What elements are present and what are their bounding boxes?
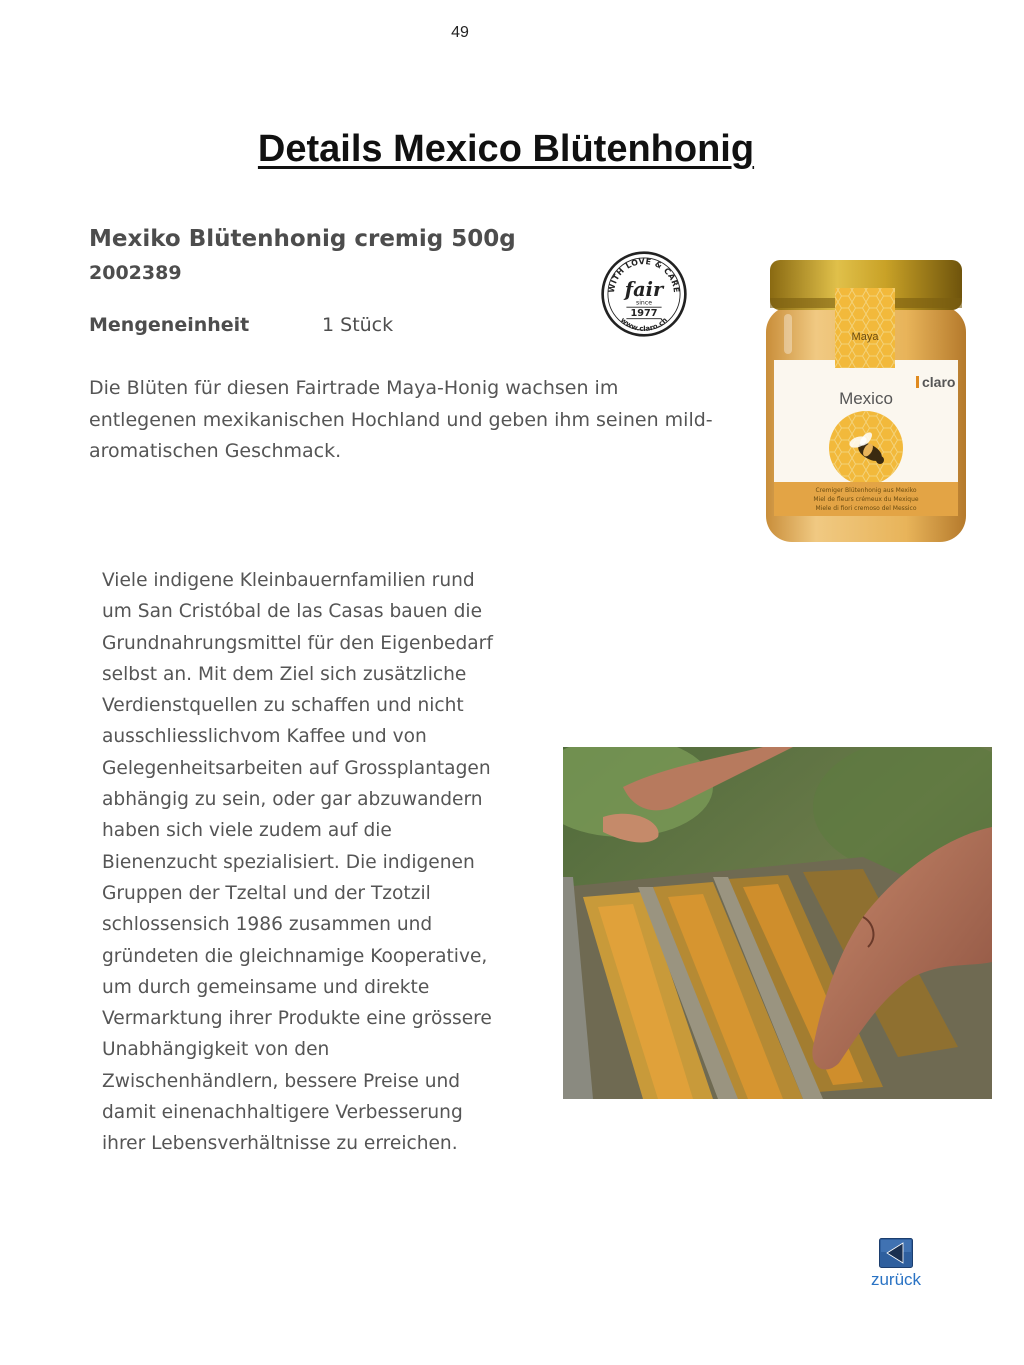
back-nav[interactable] (862, 1238, 930, 1290)
jar-brand: claro (922, 374, 956, 390)
seal-arc-bottom: www.claro.ch (618, 315, 670, 334)
product-article-number: 2002389 (89, 262, 182, 284)
jar-band-label: Maya (851, 331, 879, 343)
jar-small-print-3: Miele di fiori cremoso del Messico (815, 505, 917, 512)
beekeeping-photo (563, 747, 992, 1099)
back-link[interactable]: zurück (870, 1270, 922, 1289)
jar-product-name: Mexico (839, 389, 893, 408)
page-number: 49 (451, 24, 469, 41)
jar-small-print-2: Miel de fleurs crémeux du Mexique (813, 496, 919, 503)
cooperative-story: Viele indigene Kleinbauernfamilien rund um San Cristóbal de las Casas bauen die Grundnahrungsmittel für den Eigenbedarf selbst an. Mit dem Ziel sich zusätzliche Verdienstquellen zu schaffen und nicht ausschliesslichvom Kaffee und von Gelegenheitsarbeiten auf Grossplantagen abhängig zu sein, oder gar abzuwandern haben sich viele zudem auf die Bienenzucht spezialisiert. Die indigenen Gruppen der Tzeltal und der Tzotzil schlossensich 1986 zusammen und gründeten die gleichnamige Kooperative, um durch gemeinsame und direkte Vermarktung ihrer Produkte eine grössere Unabhängigkeit von den Zwischenhändlern, bessere Preise und damit einenachhaltigere Verbesserung ihrer Lebensverhältnisse zu erreichen. (102, 570, 493, 1155)
jar-small-print-1: Cremiger Blütenhonig aus Mexiko (815, 487, 917, 494)
back-arrow-icon[interactable] (879, 1238, 913, 1268)
page-title: Details Mexico Blütenhonig (257, 128, 755, 170)
fair-seal-logo (600, 250, 688, 338)
seal-word: fair (624, 277, 664, 301)
seal-year: 1977 (630, 308, 658, 319)
seal-arc-top: WITH LOVE & CARE (606, 256, 681, 294)
unit-value: 1 Stück (322, 314, 394, 336)
unit-label: Mengeneinheit (89, 314, 250, 336)
product-description: Die Blüten für diesen Fairtrade Maya-Honig wachsen im entlegenen mexikanischen Hochland und geben ihm seinen mild-aromatischen Geschmack. (89, 377, 713, 462)
honey-jar-image (740, 248, 992, 563)
product-name: Mexiko Blütenhonig cremig 500g (89, 226, 516, 252)
seal-since: since (636, 299, 652, 307)
